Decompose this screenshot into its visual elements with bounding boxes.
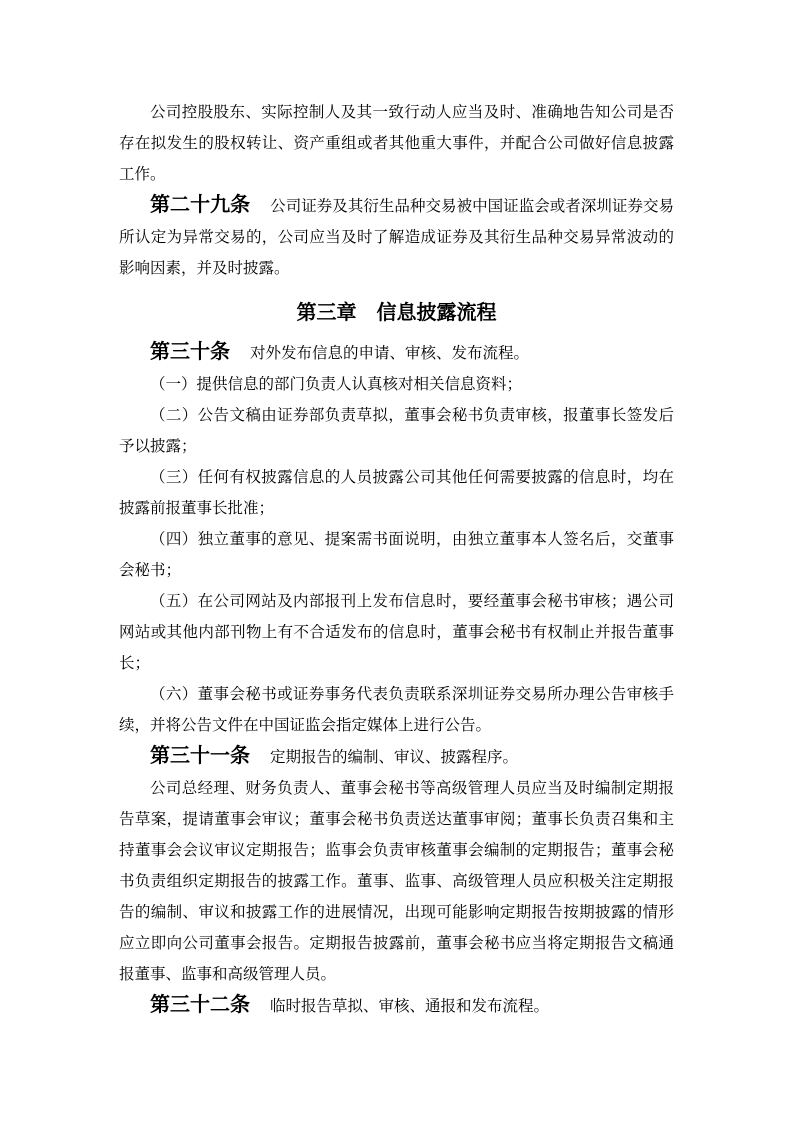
paragraph xyxy=(119,586,674,679)
paragraph-text: 公司控股股东、实际控制人及其一致行动人应当及时、准确地告知公司是否存在拟发生的股权转让、资产重组或者其他重大事件，并配合公司做好信息披露工作。 xyxy=(119,104,674,183)
paragraph-text: 公司总经理、财务负责人、董事会秘书等高级管理人员应当及时编制定期报告草案，提请董事会审议；董事会秘书负责送达董事审阅；董事长负责召集和主持董事会会议审议定期报告；监事会负责审核董事会编制的定期报告；董事会秘书负责组织定期报告的披露工作。董事、监事、高级管理人员应积极关注定期报告的编制、审议和披露工作的进展情况，出现可能影响定期报告按期披露的情形应立即向公司董事会报告。定期报告披露前，董事会秘书应当将定期报告文稿通报董事、监事和高级管理人员。 xyxy=(119,780,674,983)
paragraph-text: 对外发布信息的申请、审核、发布流程。 xyxy=(250,345,530,362)
paragraph-text: （四）独立董事的意见、提案需书面说明，由独立董事本人签名后，交董事会秘书； xyxy=(119,531,674,579)
article-number: 第二十九条 xyxy=(150,194,251,216)
chapter-heading: 第三章 信息披露流程 xyxy=(296,302,497,324)
paragraph-text: （二）公告文稿由证券部负责草拟，董事会秘书负责审核，报董事长签发后予以披露； xyxy=(119,407,674,455)
paragraph-text: 临时报告草拟、审核、通报和发布流程。 xyxy=(270,998,550,1015)
paragraph xyxy=(119,369,674,400)
article-number: 第三十一条 xyxy=(150,745,250,767)
paragraph-text: 公司证券及其衍生品种交易被中国证监会或者深圳证券交易所认定为异常交易的，公司应当及时了解造成证券及其衍生品种交易异常波动的影响因素，并及时披露。 xyxy=(119,198,674,277)
paragraph xyxy=(119,679,674,741)
paragraph xyxy=(119,524,674,586)
paragraph-text: （一）提供信息的部门负责人认真核对相关信息资料； xyxy=(150,376,523,393)
paragraph-text: （三）任何有权披露信息的人员披露公司其他任何需要披露的信息时，均在披露前报董事长批准； xyxy=(119,469,674,517)
paragraph-text: 定期报告的编制、审议、披露程序。 xyxy=(270,749,519,766)
article-number: 第三十条 xyxy=(150,341,230,363)
paragraph xyxy=(119,337,674,369)
paragraph xyxy=(119,462,674,524)
document-body xyxy=(119,97,674,1022)
paragraph xyxy=(119,400,674,462)
article-number: 第三十二条 xyxy=(150,994,250,1016)
paragraph xyxy=(119,190,674,284)
paragraph-text: （六）董事会秘书或证券事务代表负责联系深圳证券交易所办理公告审核手续，并将公告文件在中国证监会指定媒体上进行公告。 xyxy=(119,686,674,734)
paragraph xyxy=(119,773,674,990)
paragraph xyxy=(119,741,674,773)
paragraph xyxy=(119,97,674,190)
paragraph xyxy=(119,990,674,1022)
paragraph-text: （五）在公司网站及内部报刊上发布信息时，要经董事会秘书审核；遇公司网站或其他内部刊物上有不合适发布的信息时，董事会秘书有权制止并报告董事长； xyxy=(119,593,674,672)
